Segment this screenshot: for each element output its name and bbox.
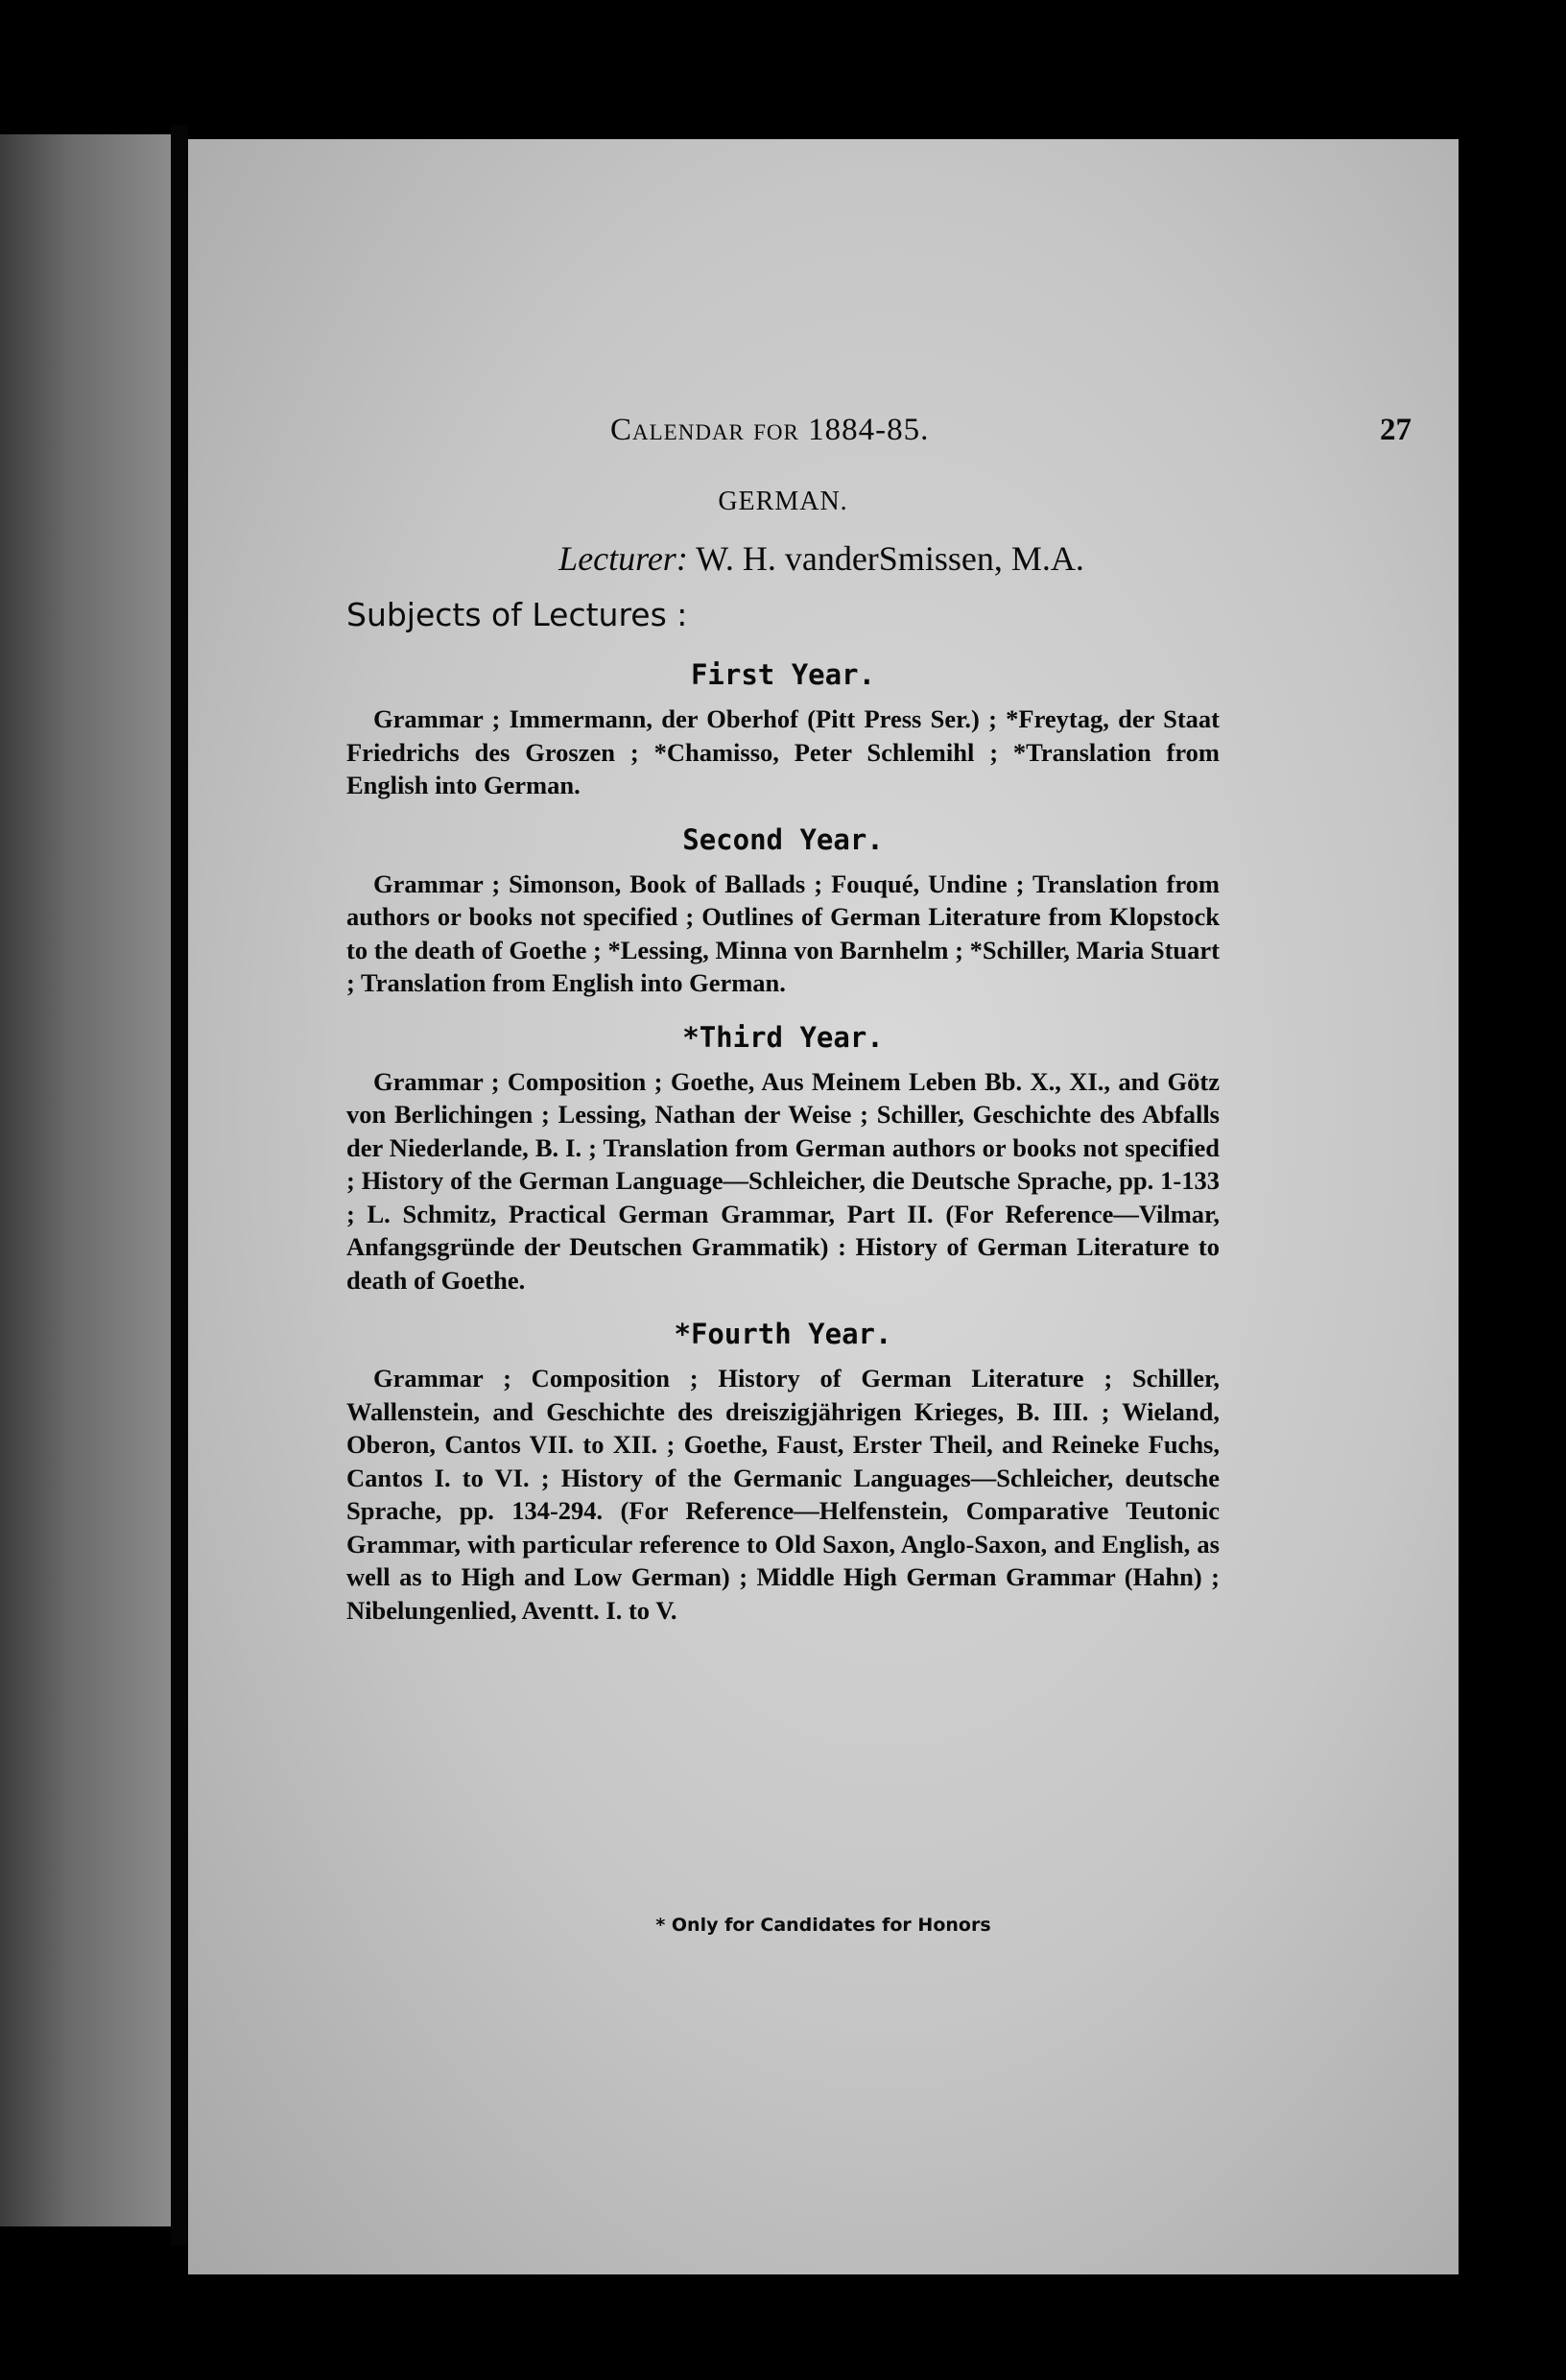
year-title: *Third Year. — [682, 1020, 884, 1054]
year-title: Second Year. — [682, 822, 884, 856]
year-text: Grammar ; Simonson, Book of Ballads ; Fouqué, Undine ; Translation from authors or books not specified ; Outlines of German Literature from Klopstock to the death of Goethe ; *Lessing, Minna von Barnhelm ; *Schiller, Maria Stuart ; Translation from English into German. — [346, 869, 1220, 997]
lecturer-role: Lecturer: — [558, 539, 688, 578]
year-text: Grammar ; Composition ; History of German Literature ; Schiller, Wallenstein, and Geschichte des dreiszigjährigen Krieges, B. III. ; Wieland, Oberon, Cantos VII. to XII. ; Goethe, Faust, Erster Theil, and Reineke Fuchs, Cantos I. to VI. ; History of the Germanic Languages—Schleicher, deutsche Sprache, pp. 134-294. (For Reference—Helfenstein, Comparative Teutonic Grammar, with particular reference to Old Saxon, Anglo-Saxon, and English, as well as to High and Low German) ; Middle High German Grammar (Hahn) ; Nibelungenlied, Aventt. I. to V. — [346, 1364, 1220, 1625]
running-head-title: Calendar for 1884-85. — [610, 413, 930, 447]
lecturer-name: W. H. vanderSmissen, M.A. — [696, 539, 1084, 578]
subjects-label: Subjects of Lectures : — [346, 596, 688, 633]
year-section-fourth — [346, 1318, 1220, 1627]
running-head — [610, 413, 1412, 461]
page-number: 27 — [1380, 413, 1412, 447]
year-text: Grammar ; Composition ; Goethe, Aus Meinem Leben Bb. X., XI., and Götz von Berlichingen ; Lessing, Nathan der Weise ; Schiller, Geschichte des Abfalls der Niederlande, B. I. ; Translation from German authors or books not specified ; History of the German Language—Schleicher, die Deutsche Sprache, pp. 1-133 ; L. Schmitz, Practical German Grammar, Part II. (For Reference—Vilmar, Anfangsgründe der Deutschen Grammatik) : History of German Literature to death of Goethe. — [346, 1066, 1220, 1295]
document-page — [188, 139, 1459, 2274]
year-section-third — [346, 1021, 1220, 1297]
year-title: *Fourth Year. — [674, 1318, 892, 1350]
page-content — [346, 487, 1220, 1648]
year-section-second — [346, 823, 1220, 1000]
facing-page-edge — [0, 134, 171, 2226]
year-section-first — [346, 658, 1220, 802]
lecturer-line — [346, 538, 1220, 579]
honors-footnote: * Only for Candidates for Honors — [655, 1915, 991, 1936]
book-gutter — [171, 125, 188, 2246]
subject-heading: GERMAN. — [718, 487, 848, 516]
year-text: Grammar ; Immermann, der Oberhof (Pitt Press Ser.) ; *Freytag, der Staat Friedrichs des Groszen ; *Chamisso, Peter Schlemihl ; *Translation from English into German. — [346, 704, 1220, 799]
year-title: First Year. — [690, 658, 876, 691]
